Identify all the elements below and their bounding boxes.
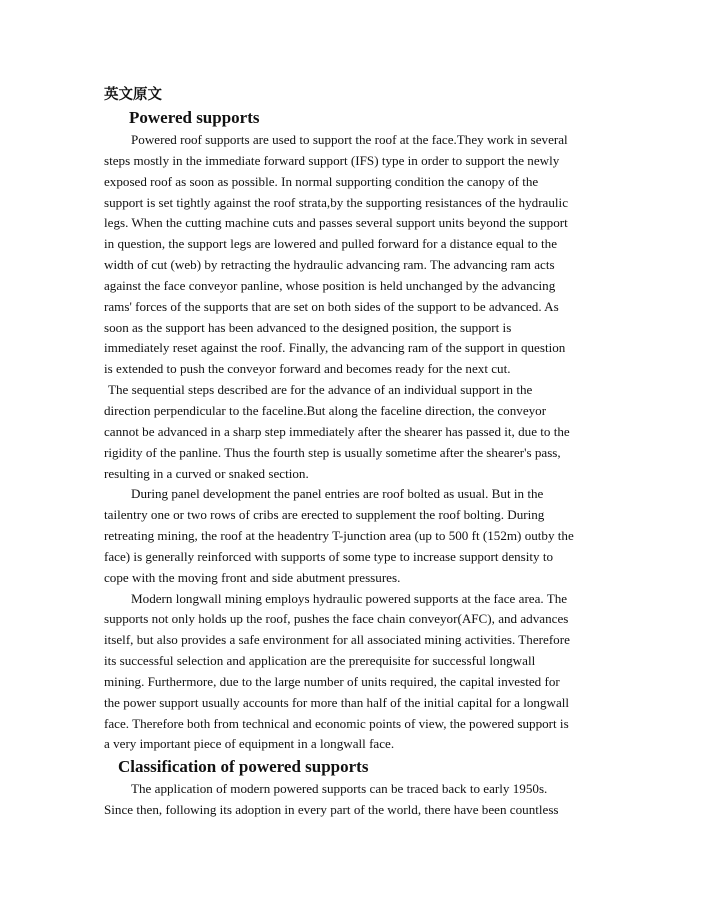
paragraph-line: resulting in a curved or snaked section.	[104, 465, 309, 481]
paragraph-line: The application of modern powered supports can be traced back to early 1950s.	[131, 781, 548, 797]
paragraph-line: During panel development the panel entries are roof bolted as usual. But in the	[131, 486, 544, 502]
paragraph-5	[104, 779, 606, 821]
paragraph-1	[104, 130, 606, 380]
section-heading-powered-supports: Powered supports	[129, 108, 260, 127]
paragraph-line: soon as the support has been advanced to the designed position, the support is	[104, 319, 512, 335]
paragraph-line: mining. Furthermore, due to the large number of units required, the capital invested for	[104, 673, 560, 689]
paragraph-line: face) is generally reinforced with supports of some type to increase support density to	[104, 548, 554, 564]
paragraph-line: cannot be advanced in a sharp step immediately after the shearer has passed it, due to the	[104, 423, 570, 439]
paragraph-line: Modern longwall mining employs hydraulic powered supports at the face area. The	[131, 590, 568, 606]
original-text-label: 英文原文	[104, 87, 162, 103]
paragraph-line: width of cut (web) by retracting the hydraulic advancing ram. The advancing ram acts	[104, 257, 555, 273]
paragraph-line: The sequential steps described are for the advance of an individual support in the	[108, 382, 533, 398]
paragraph-line: support is set tightly against the roof strata,by the supporting resistances of the hydraulic	[104, 194, 569, 210]
paragraph-line: tailentry one or two rows of cribs are erected to supplement the roof bolting. During	[104, 507, 545, 523]
paragraph-line: in question, the support legs are lowered and pulled forward for a distance equal to the	[104, 236, 558, 252]
paragraph-line: immediately reset against the roof. Finally, the advancing ram of the support in question	[104, 340, 566, 356]
paragraph-line: steps mostly in the immediate forward support (IFS) type in order to support the newly	[104, 152, 560, 168]
paragraph-line: rigidity of the panline. Thus the fourth step is usually sometime after the shearer's pass,	[104, 444, 561, 460]
paragraph-line: supports not only holds up the roof, pushes the face chain conveyor(AFC), and advances	[104, 611, 569, 627]
paragraph-line: exposed roof as soon as possible. In normal supporting condition the canopy of the	[104, 173, 539, 189]
paragraph-line: a very important piece of equipment in a longwall face.	[104, 736, 395, 752]
paragraph-2	[104, 380, 606, 484]
paragraph-line: rams' forces of the supports that are set on both sides of the support to be advanced. As	[104, 298, 559, 314]
paragraph-line: is extended to push the conveyor forward and becomes ready for the next cut.	[104, 361, 511, 377]
paragraph-line: against the face conveyor panline, whose position is held unchanged by the advancing	[104, 277, 556, 293]
paragraph-3	[104, 484, 606, 588]
paragraph-line: face. Therefore both from technical and economic points of view, the powered support is	[104, 715, 569, 731]
paragraph-line: the power support usually accounts for more than half of the initial capital for a longwall	[104, 694, 570, 710]
paragraph-line: Powered roof supports are used to support the roof at the face.They work in several	[131, 132, 568, 147]
paragraph-line: retreating mining, the roof at the headentry T-junction area (up to 500 ft (152m) outby the	[104, 528, 574, 544]
paragraph-line: cope with the moving front and side abutment pressures.	[104, 569, 401, 585]
paragraph-line: legs. When the cutting machine cuts and passes several support units beyond the support	[104, 215, 568, 231]
paragraph-line: its successful selection and application are the prerequisite for successful longwall	[104, 653, 536, 669]
paragraph-line: itself, but also provides a safe environment for all associated mining activities. Therefore	[104, 632, 570, 648]
section-heading-classification: Classification of powered supports	[118, 757, 369, 777]
paragraph-4	[104, 589, 606, 756]
document-page	[104, 84, 606, 821]
paragraph-line: Since then, following its adoption in every part of the world, there have been countless	[104, 802, 559, 818]
paragraph-line: direction perpendicular to the faceline.But along the faceline direction, the conveyor	[104, 402, 547, 418]
